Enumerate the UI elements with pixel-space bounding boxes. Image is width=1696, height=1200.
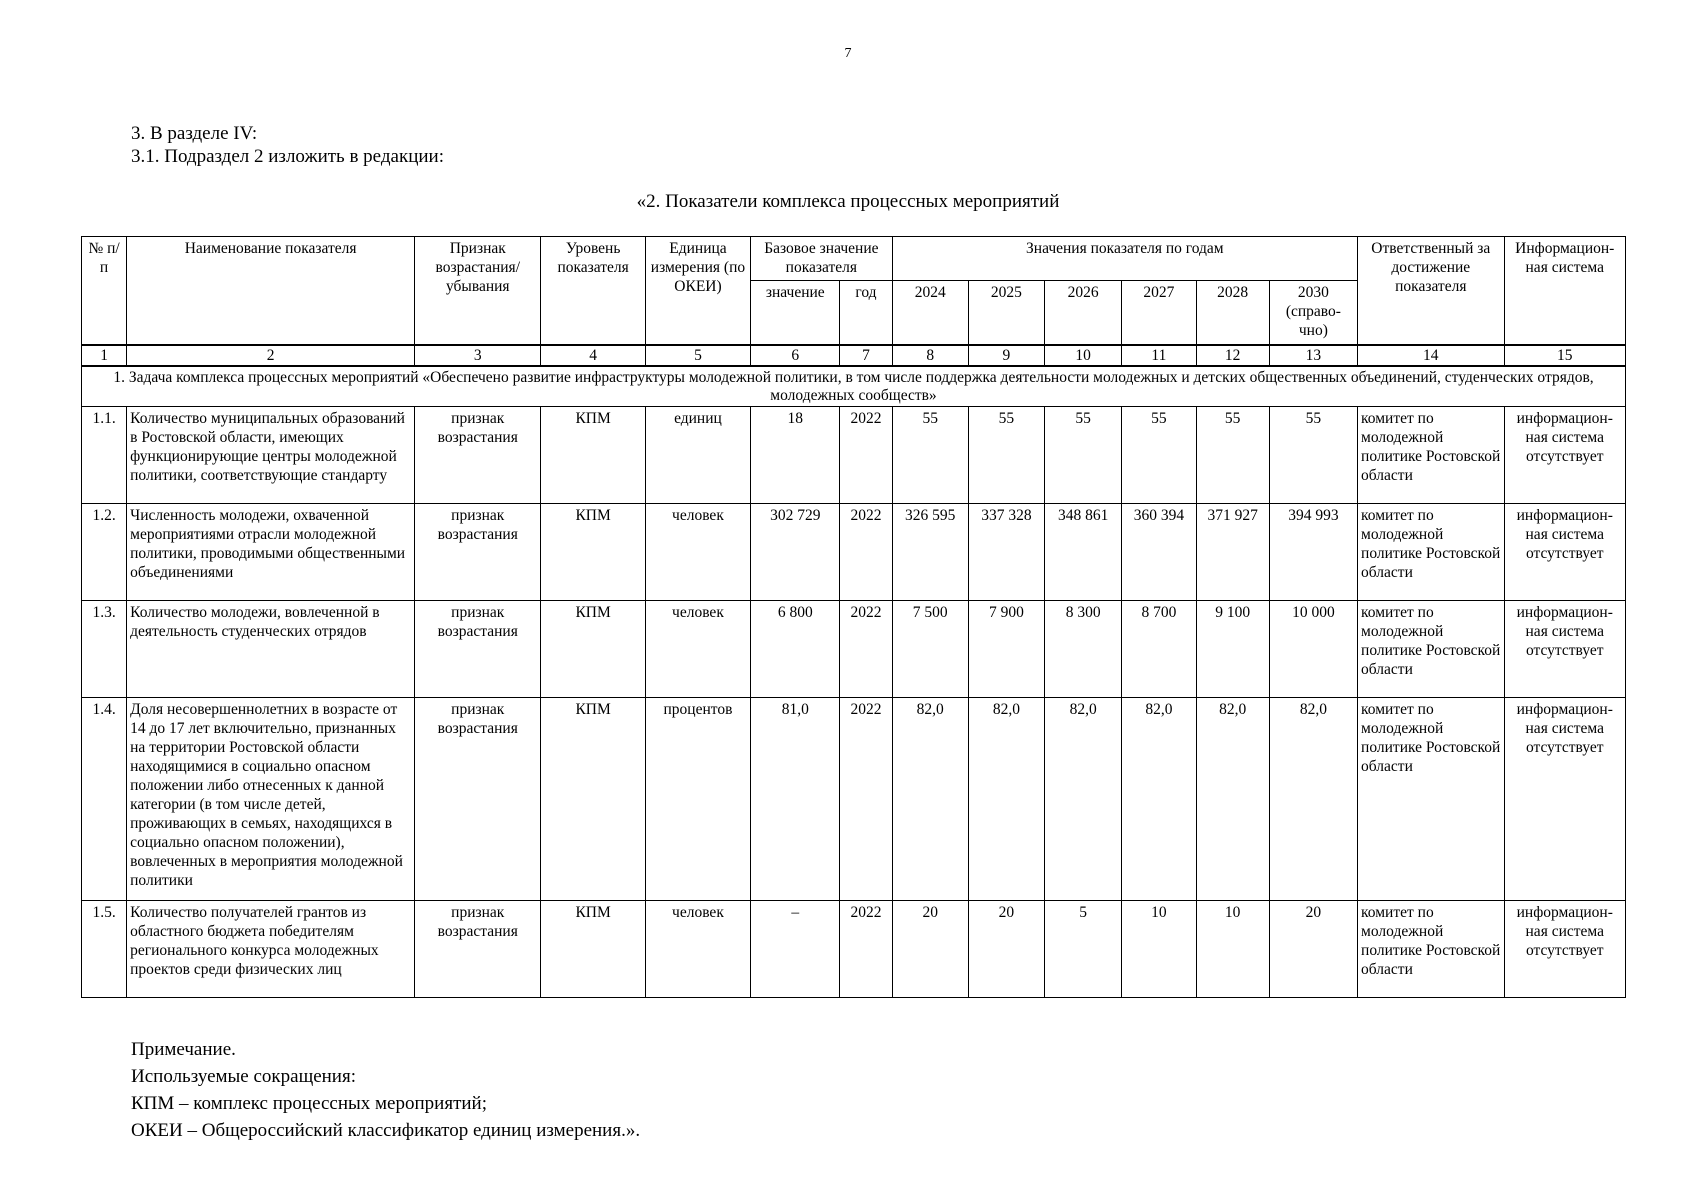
column-number: 9 (968, 345, 1044, 366)
intro-text (131, 122, 444, 168)
info-system: информацион-ная система отсутствует (1504, 406, 1625, 503)
value-2025: 7 900 (968, 600, 1044, 697)
table-row (82, 600, 1626, 697)
column-number: 2 (127, 345, 415, 366)
header-info-system: Информацион-ная система (1504, 237, 1625, 345)
section-title-text: «2. Показатели комплекса процессных мероприятий (636, 191, 1060, 212)
value-2028: 82,0 (1196, 697, 1269, 900)
header-year-2028: 2028 (1196, 281, 1269, 345)
column-number: 13 (1269, 345, 1357, 366)
indicator-name: Доля несовершеннолетних в возрасте от 14 до 17 лет включительно, признанных на территории Ростовской области находящимися в социально опасном положении либо отнесенных к данной категории (в том числе детей, проживающих в семьях, находящихся в социально опасном положении), вовлеченных в мероприятия молодежной политики (127, 697, 415, 900)
indicator-unit: человек (645, 503, 750, 600)
indicator-sign: признак возрастания (415, 900, 541, 997)
responsible: комитет по молодежной политике Ростовской области (1358, 503, 1504, 600)
column-number: 7 (840, 345, 892, 366)
value-2027: 55 (1122, 406, 1196, 503)
responsible: комитет по молодежной политике Ростовской области (1358, 406, 1504, 503)
table-row (82, 406, 1626, 503)
task-title: 1. Задача комплекса процессных мероприятий «Обеспечено развитие инфраструктуры молодежной политики, в том числе поддержка деятельности молодежных и детских общественных объединений, студенческих отрядов, молодежных сообществ» (82, 366, 1626, 407)
notes-abbrev-okei: ОКЕИ – Общероссийский классификатор единиц измерения.». (131, 1120, 641, 1141)
info-system: информацион-ная система отсутствует (1504, 900, 1625, 997)
base-year: 2022 (840, 406, 892, 503)
value-2024: 82,0 (892, 697, 968, 900)
value-2028: 55 (1196, 406, 1269, 503)
value-2026: 5 (1045, 900, 1122, 997)
header-values-by-year: Значения показателя по годам (892, 237, 1357, 281)
value-2028: 9 100 (1196, 600, 1269, 697)
header-year-2030: 2030 (справо-чно) (1269, 281, 1357, 345)
value-2030: 10 000 (1269, 600, 1357, 697)
value-2027: 8 700 (1122, 600, 1196, 697)
value-2025: 337 328 (968, 503, 1044, 600)
table-row (82, 503, 1626, 600)
value-2024: 326 595 (892, 503, 968, 600)
header-responsible: Ответственный за достижение показателя (1358, 237, 1504, 345)
header-base-value: значение (751, 281, 840, 345)
indicator-level: КПМ (541, 600, 645, 697)
table-row (82, 697, 1626, 900)
header-year-2026: 2026 (1045, 281, 1122, 345)
indicator-unit: единиц (645, 406, 750, 503)
value-2024: 7 500 (892, 600, 968, 697)
base-value: – (751, 900, 840, 997)
indicator-level: КПМ (541, 900, 645, 997)
indicator-unit: человек (645, 600, 750, 697)
responsible: комитет по молодежной политике Ростовской области (1358, 900, 1504, 997)
column-number: 15 (1504, 345, 1625, 366)
base-value: 81,0 (751, 697, 840, 900)
value-2030: 55 (1269, 406, 1357, 503)
value-2026: 82,0 (1045, 697, 1122, 900)
value-2026: 348 861 (1045, 503, 1122, 600)
column-number: 6 (751, 345, 840, 366)
row-number: 1.5. (82, 900, 127, 997)
header-sign: Признак возрастания/ убывания (415, 237, 541, 345)
column-number: 11 (1122, 345, 1196, 366)
intro-line-1: 3. В разделе IV: (131, 123, 258, 144)
column-number: 1 (82, 345, 127, 366)
header-year-2024: 2024 (892, 281, 968, 345)
responsible: комитет по молодежной политике Ростовской области (1358, 600, 1504, 697)
base-value: 302 729 (751, 503, 840, 600)
notes-abbrev-title: Используемые сокращения: (131, 1066, 356, 1087)
responsible: комитет по молодежной политике Ростовской области (1358, 697, 1504, 900)
row-number: 1.4. (82, 697, 127, 900)
indicator-level: КПМ (541, 406, 645, 503)
intro-line-2: 3.1. Подраздел 2 изложить в редакции: (131, 146, 444, 167)
column-number: 5 (645, 345, 750, 366)
indicator-sign: признак возрастания (415, 697, 541, 900)
task-row (82, 366, 1626, 407)
indicator-level: КПМ (541, 697, 645, 900)
indicators-table (81, 236, 1626, 998)
indicator-unit: процентов (645, 697, 750, 900)
value-2024: 20 (892, 900, 968, 997)
base-year: 2022 (840, 503, 892, 600)
base-value: 6 800 (751, 600, 840, 697)
header-year-2025: 2025 (968, 281, 1044, 345)
notes-abbrev-kpm: КПМ – комплекс процессных мероприятий; (131, 1093, 487, 1114)
row-number: 1.1. (82, 406, 127, 503)
indicator-sign: признак возрастания (415, 600, 541, 697)
value-2027: 360 394 (1122, 503, 1196, 600)
value-2027: 10 (1122, 900, 1196, 997)
column-number: 3 (415, 345, 541, 366)
indicator-level: КПМ (541, 503, 645, 600)
row-number: 1.3. (82, 600, 127, 697)
header-base-year: год (840, 281, 892, 345)
info-system: информацион-ная система отсутствует (1504, 697, 1625, 900)
header-name: Наименование показателя (127, 237, 415, 345)
indicator-name: Количество молодежи, вовлеченной в деятельность студенческих отрядов (127, 600, 415, 697)
value-2028: 371 927 (1196, 503, 1269, 600)
page-number: 7 (844, 46, 852, 61)
value-2026: 8 300 (1045, 600, 1122, 697)
info-system: информацион-ная система отсутствует (1504, 600, 1625, 697)
value-2025: 82,0 (968, 697, 1044, 900)
indicator-name: Количество муниципальных образований в Ростовской области, имеющих функционирующие центры молодежной политики, соответствующие стандарту (127, 406, 415, 503)
indicator-unit: человек (645, 900, 750, 997)
value-2025: 20 (968, 900, 1044, 997)
table-row (82, 900, 1626, 997)
base-year: 2022 (840, 600, 892, 697)
notes (131, 1036, 640, 1144)
column-number: 4 (541, 345, 645, 366)
row-number: 1.2. (82, 503, 127, 600)
value-2026: 55 (1045, 406, 1122, 503)
base-value: 18 (751, 406, 840, 503)
value-2025: 55 (968, 406, 1044, 503)
indicator-name: Численность молодежи, охваченной мероприятиями отрасли молодежной политики, проводимыми общественными объединениями (127, 503, 415, 600)
table-body (82, 345, 1626, 998)
table-header (82, 237, 1626, 345)
column-number: 14 (1358, 345, 1504, 366)
header-no: № п/п (82, 237, 127, 345)
header-year-2027: 2027 (1122, 281, 1196, 345)
value-2027: 82,0 (1122, 697, 1196, 900)
section-title (0, 191, 1696, 213)
header-level: Уровень показателя (541, 237, 645, 345)
base-year: 2022 (840, 697, 892, 900)
header-base: Базовое значение показателя (751, 237, 892, 281)
column-number-row (82, 345, 1626, 366)
column-number: 12 (1196, 345, 1269, 366)
column-number: 10 (1045, 345, 1122, 366)
value-2030: 394 993 (1269, 503, 1357, 600)
value-2028: 10 (1196, 900, 1269, 997)
indicator-sign: признак возрастания (415, 406, 541, 503)
info-system: информацион-ная система отсутствует (1504, 503, 1625, 600)
notes-title: Примечание. (131, 1039, 236, 1060)
header-unit: Единица измерения (по ОКЕИ) (645, 237, 750, 345)
column-number: 8 (892, 345, 968, 366)
indicator-name: Количество получателей грантов из областного бюджета победителям регионального конкурса молодежных проектов среди физических лиц (127, 900, 415, 997)
base-year: 2022 (840, 900, 892, 997)
indicator-sign: признак возрастания (415, 503, 541, 600)
value-2024: 55 (892, 406, 968, 503)
value-2030: 82,0 (1269, 697, 1357, 900)
value-2030: 20 (1269, 900, 1357, 997)
